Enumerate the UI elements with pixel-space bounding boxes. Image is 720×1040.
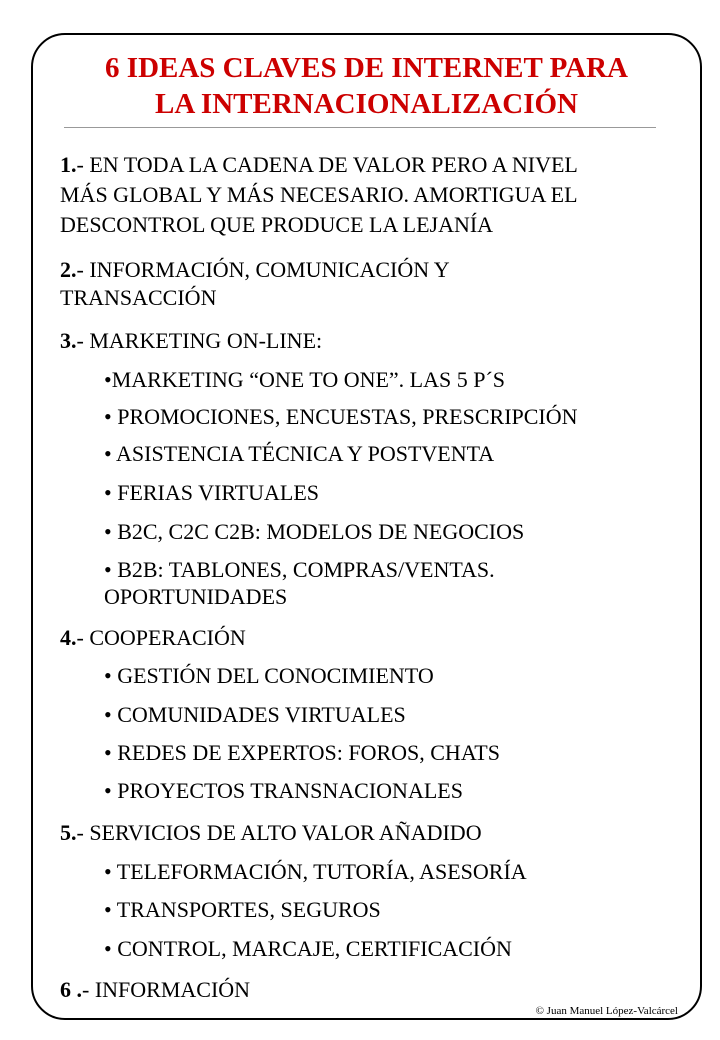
section-2-number: 2. bbox=[60, 257, 77, 282]
section-3-bullet-6-cont: OPORTUNIDADES bbox=[104, 584, 288, 609]
section-3-bullet-3: • ASISTENCIA TÉCNICA Y POSTVENTA bbox=[104, 441, 495, 466]
section-4-heading: 4.- COOPERACIÓN bbox=[60, 625, 246, 650]
title-divider bbox=[64, 127, 656, 128]
section-5-bullet-2: • TRANSPORTES, SEGUROS bbox=[104, 897, 381, 922]
section-1-number: 1. bbox=[60, 152, 77, 177]
section-3-bullet-6: • B2B: TABLONES, COMPRAS/VENTAS. bbox=[104, 557, 495, 582]
section-5-heading: 5.- SERVICIOS DE ALTO VALOR AÑADIDO bbox=[60, 820, 482, 845]
slide-title-line-2: LA INTERNACIONALIZACIÓN bbox=[155, 88, 578, 120]
slide-title-line-1: 6 IDEAS CLAVES DE INTERNET PARA bbox=[105, 52, 628, 84]
section-3-bullet-2: • PROMOCIONES, ENCUESTAS, PRESCRIPCIÓN bbox=[104, 404, 578, 429]
section-4-bullet-1: • GESTIÓN DEL CONOCIMIENTO bbox=[104, 663, 434, 688]
section-3-heading: 3.- MARKETING ON-LINE: bbox=[60, 328, 323, 353]
section-5-number: 5. bbox=[60, 820, 77, 845]
section-2-line-2: TRANSACCIÓN bbox=[60, 285, 217, 310]
copyright-footer: © Juan Manuel López-Valcárcel bbox=[535, 1005, 678, 1017]
section-1-line-1: 1.- EN TODA LA CADENA DE VALOR PERO A NIVEL bbox=[60, 152, 578, 177]
section-3-number: 3. bbox=[60, 328, 77, 353]
section-3-bullet-1: •MARKETING “ONE TO ONE”. LAS 5 P´S bbox=[104, 367, 506, 392]
section-4-number: 4. bbox=[60, 625, 77, 650]
section-6-heading: 6 .- INFORMACIÓN bbox=[60, 977, 251, 1002]
section-1-line-3: DESCONTROL QUE PRODUCE LA LEJANÍA bbox=[60, 212, 494, 237]
section-5-bullet-3: • CONTROL, MARCAJE, CERTIFICACIÓN bbox=[104, 936, 512, 961]
section-2-line-1: 2.- INFORMACIÓN, COMUNICACIÓN Y bbox=[60, 257, 450, 282]
section-1-line-2: MÁS GLOBAL Y MÁS NECESARIO. AMORTIGUA EL bbox=[60, 182, 578, 207]
section-3-bullet-5: • B2C, C2C C2B: MODELOS DE NEGOCIOS bbox=[104, 519, 525, 544]
section-4-bullet-2: • COMUNIDADES VIRTUALES bbox=[104, 702, 406, 727]
section-5-bullet-1: • TELEFORMACIÓN, TUTORÍA, ASESORÍA bbox=[104, 859, 527, 884]
section-4-bullet-4: • PROYECTOS TRANSNACIONALES bbox=[104, 778, 463, 803]
section-4-bullet-3: • REDES DE EXPERTOS: FOROS, CHATS bbox=[104, 740, 500, 765]
section-6-number: 6 . bbox=[60, 977, 82, 1002]
section-3-bullet-4: • FERIAS VIRTUALES bbox=[104, 480, 319, 505]
